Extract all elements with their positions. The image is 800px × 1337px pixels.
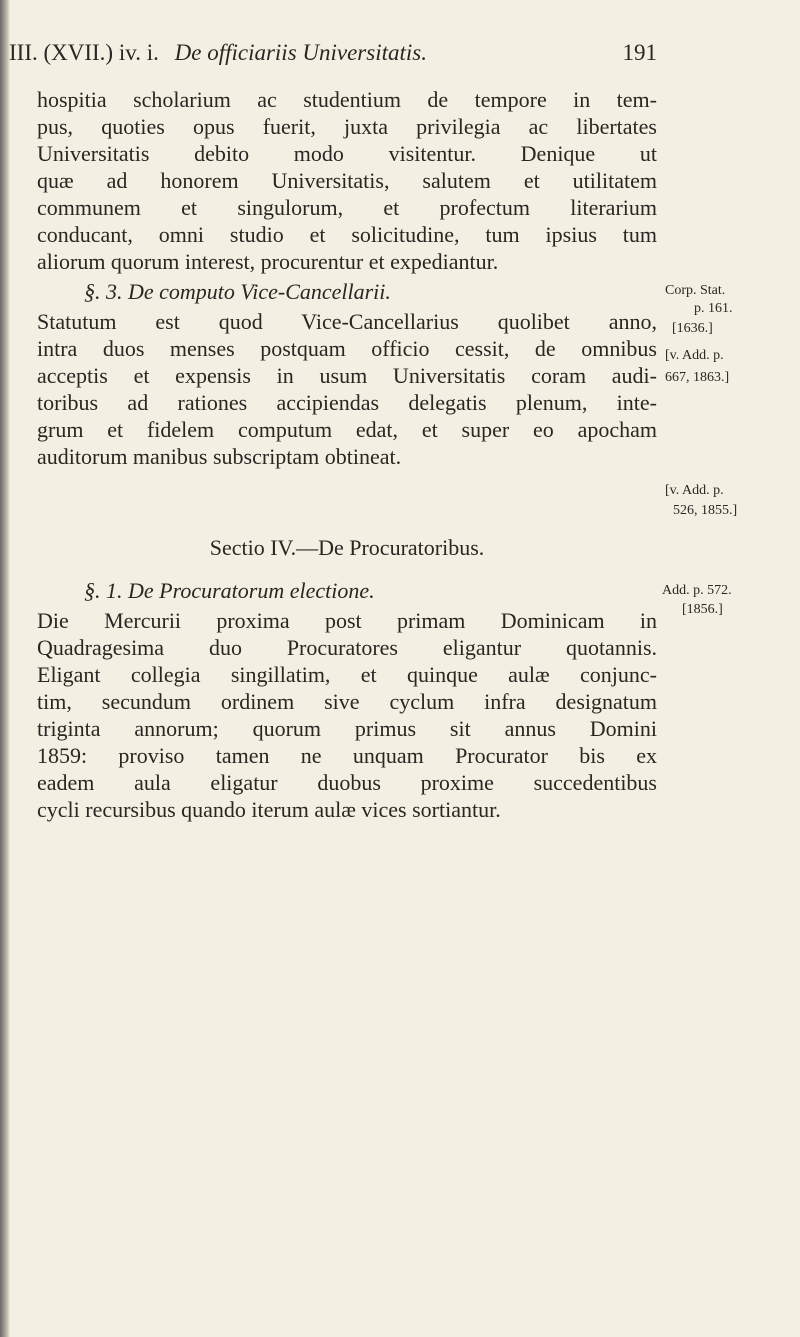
section-heading: §. 3. De computo Vice-Cancellarii. — [84, 279, 391, 304]
text-line: cycli recursibus quando iterum aulæ vices sortiantur. — [37, 797, 501, 822]
text-line: 1859: proviso tamen ne unquam Procurator bis ex — [37, 743, 657, 768]
text-line: acceptis et expensis in usum Universitatis coram audi- — [37, 363, 657, 388]
text-line: triginta annorum; quorum primus sit annus Domini — [37, 716, 657, 741]
text-line: toribus ad rationes accipiendas delegatis plenum, inte- — [37, 390, 657, 415]
text-line: Quadragesima duo Procuratores eligantur quotannis. — [37, 635, 657, 660]
text-line: Die Mercurii proxima post primam Dominicam in — [37, 608, 657, 633]
margin-note: Add. p. 572. — [662, 583, 732, 598]
sectio-heading: Sectio IV.—De Procuratoribus. — [209, 535, 485, 560]
margin-note: 526, 1855.] — [673, 503, 738, 518]
text-line: communem et singulorum, et profectum literarium — [37, 195, 657, 220]
text-line: quæ ad honorem Universitatis, salutem et utilitatem — [37, 168, 657, 193]
text-line: tim, secundum ordinem sive cyclum infra designatum — [37, 689, 657, 714]
text-line: Statutum est quod Vice-Cancellarius quolibet anno, — [37, 309, 657, 334]
text-line: auditorum manibus subscriptam obtineat. — [37, 444, 402, 469]
text-line: intra duos menses postquam officio cessit, de omnibus — [37, 336, 657, 361]
header-left — [9, 38, 427, 68]
margin-note: p. 161. — [694, 301, 733, 316]
paragraph-continuation — [37, 86, 657, 275]
section-procuratores — [37, 575, 657, 823]
margin-note: [1856.] — [682, 602, 723, 617]
margin-note: 667, 1863.] — [665, 370, 730, 385]
page-number: 191 — [622, 40, 657, 65]
margin-note: [v. Add. p. — [665, 348, 724, 363]
margin-note: Corp. Stat. — [665, 283, 726, 298]
text-line: hospitia scholarium ac studentium de tempore in tem- — [37, 87, 657, 112]
text-line: Universitatis debito modo visitentur. Denique ut — [37, 141, 657, 166]
sectio-heading-block — [37, 532, 657, 564]
text-line: pus, quoties opus fuerit, juxta privilegia ac libertates — [37, 114, 657, 139]
text-line: eadem aula eligatur duobus proxime succedentibus — [37, 770, 657, 795]
margin-note: [v. Add. p. — [665, 483, 724, 498]
text-line: grum et fidelem computum edat, et super eo apocham — [37, 417, 657, 442]
section-heading: §. 1. De Procuratorum electione. — [84, 578, 375, 603]
margin-note: [1636.] — [672, 321, 713, 336]
text-line: aliorum quorum interest, procurentur et expediantur. — [37, 249, 499, 274]
section-computo — [37, 276, 657, 470]
running-title: De officiariis Universitatis. — [174, 40, 427, 65]
text-line: conducant, omni studio et solicitudine, tum ipsius tum — [37, 222, 657, 247]
chapter-reference: III. (XVII.) iv. i. — [9, 40, 159, 65]
text-line: Eligant collegia singillatim, et quinque aulæ conjunc- — [37, 662, 657, 687]
